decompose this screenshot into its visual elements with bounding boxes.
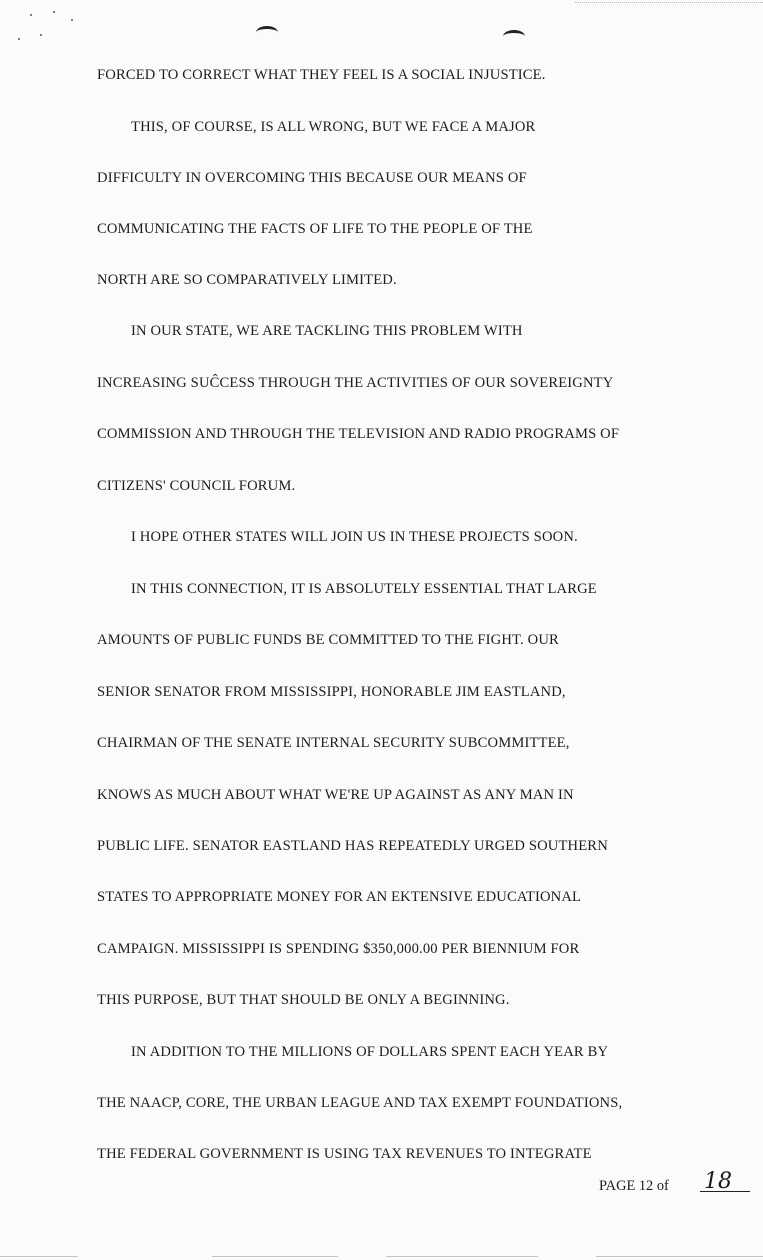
text-line: THIS, OF COURSE, IS ALL WRONG, BUT WE FACE A MAJOR bbox=[131, 119, 536, 135]
text-line: INCREASING SUĈCESS THROUGH THE ACTIVITIES OF OUR SOVEREIGNTY bbox=[97, 375, 614, 391]
text-line: COMMUNICATING THE FACTS OF LIFE TO THE PEOPLE OF THE bbox=[97, 221, 533, 237]
punch-mark-right bbox=[503, 30, 525, 43]
text-line: IN THIS CONNECTION, IT IS ABSOLUTELY ESSENTIAL THAT LARGE bbox=[131, 581, 597, 597]
page-number-label: PAGE 12 of bbox=[599, 1178, 669, 1194]
text-line: THIS PURPOSE, BUT THAT SHOULD BE ONLY A BEGINNING. bbox=[97, 992, 510, 1008]
bottom-rule bbox=[386, 1256, 538, 1257]
scan-speck bbox=[40, 34, 42, 36]
text-line: NORTH ARE SO COMPARATIVELY LIMITED. bbox=[97, 272, 397, 288]
scan-speck bbox=[53, 11, 55, 13]
scan-speck bbox=[30, 14, 32, 16]
page-total-handwritten: 18 bbox=[700, 1172, 750, 1192]
text-line: FORCED TO CORRECT WHAT THEY FEEL IS A SOCIAL INJUSTICE. bbox=[97, 67, 546, 83]
bottom-rule bbox=[0, 1256, 78, 1257]
text-line: I HOPE OTHER STATES WILL JOIN US IN THESE PROJECTS SOON. bbox=[131, 529, 578, 545]
text-line: DIFFICULTY IN OVERCOMING THIS BECAUSE OUR MEANS OF bbox=[97, 170, 527, 186]
text-line: STATES TO APPROPRIATE MONEY FOR AN EKTENSIVE EDUCATIONAL bbox=[97, 889, 582, 905]
text-line: CAMPAIGN. MISSISSIPPI IS SPENDING $350,000.00 PER BIENNIUM FOR bbox=[97, 941, 580, 957]
top-dotted-rule bbox=[575, 2, 763, 3]
text-line: SENIOR SENATOR FROM MISSISSIPPI, HONORABLE JIM EASTLAND, bbox=[97, 684, 566, 700]
text-line: IN ADDITION TO THE MILLIONS OF DOLLARS SPENT EACH YEAR BY bbox=[131, 1044, 609, 1060]
bottom-rule bbox=[596, 1256, 763, 1257]
text-line: THE NAACP, CORE, THE URBAN LEAGUE AND TAX EXEMPT FOUNDATIONS, bbox=[97, 1095, 623, 1111]
text-line: AMOUNTS OF PUBLIC FUNDS BE COMMITTED TO THE FIGHT. OUR bbox=[97, 632, 559, 648]
text-line: THE FEDERAL GOVERNMENT IS USING TAX REVENUES TO INTEGRATE bbox=[97, 1146, 592, 1162]
scan-speck bbox=[18, 38, 20, 40]
punch-mark-left bbox=[256, 26, 278, 39]
text-line: IN OUR STATE, WE ARE TACKLING THIS PROBLEM WITH bbox=[131, 323, 523, 339]
text-line: KNOWS AS MUCH ABOUT WHAT WE'RE UP AGAINST AS ANY MAN IN bbox=[97, 787, 574, 803]
scan-speck bbox=[71, 19, 73, 21]
text-line: PUBLIC LIFE. SENATOR EASTLAND HAS REPEATEDLY URGED SOUTHERN bbox=[97, 838, 608, 854]
text-line: COMMISSION AND THROUGH THE TELEVISION AND RADIO PROGRAMS OF bbox=[97, 426, 620, 442]
text-line: CHAIRMAN OF THE SENATE INTERNAL SECURITY SUBCOMMITTEE, bbox=[97, 735, 570, 751]
bottom-rule bbox=[212, 1256, 338, 1257]
text-line: CITIZENS' COUNCIL FORUM. bbox=[97, 478, 296, 494]
